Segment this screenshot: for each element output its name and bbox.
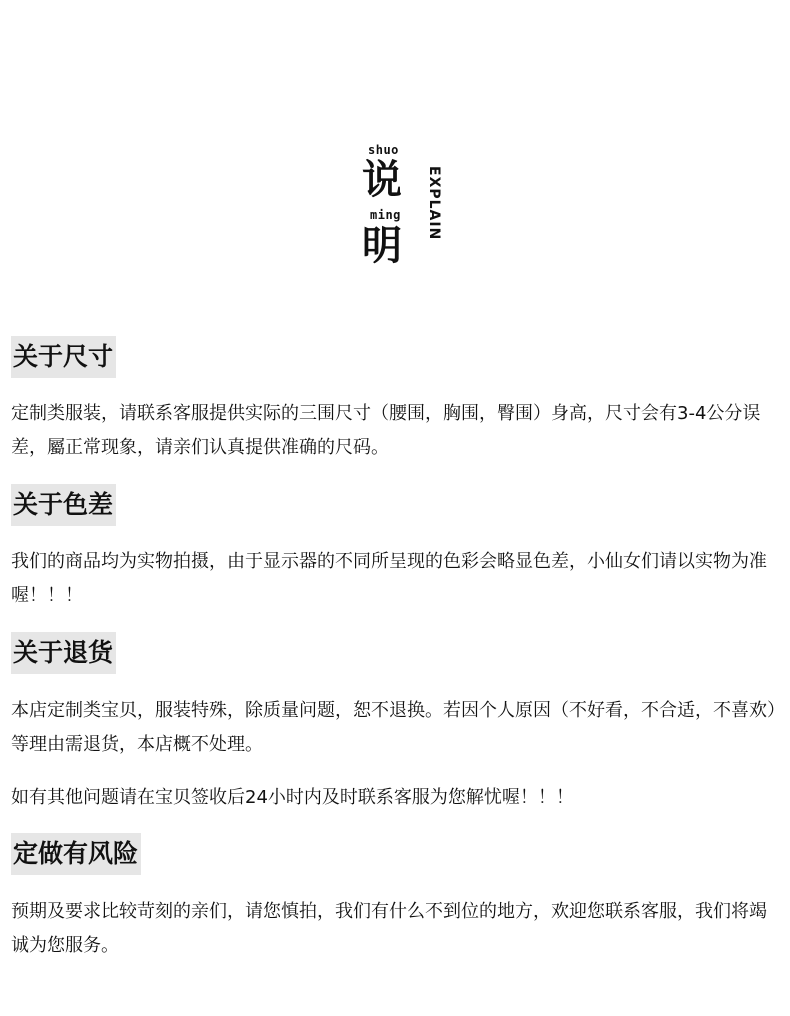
- logo-char-ming: 明: [362, 222, 402, 269]
- section-size-paragraph: 定制类服装，请联系客服提供实际的三围尺寸（腰围，胸围，臀围）身高，尺寸会有3-4公分误差，屬正常现象，请亲们认真提供准确的尺码。: [11, 403, 761, 458]
- explain-logo: [356, 140, 446, 280]
- section-returns-paragraph: 本店定制类宝贝，服装特殊，除质量问题，恕不退换。若因个人原因（不好看，不合适，不喜欢）等理由需退货，本店概不处理。: [11, 700, 776, 755]
- section-title-returns: 关于退货: [11, 632, 116, 674]
- logo-pinyin-ming: ming: [370, 208, 401, 222]
- section-title-custom-risk: 定做有风险: [11, 833, 141, 875]
- section-title-color: 关于色差: [11, 484, 116, 526]
- logo-explain-text: EXPLAIN: [426, 166, 442, 241]
- section-color-paragraph: 我们的商品均为实物拍摄，由于显示器的不同所呈现的色彩会略显色差，小仙女们请以实物为准喔！！！: [11, 551, 767, 606]
- section-title-size: 关于尺寸: [11, 336, 116, 378]
- section-custom-risk-paragraph: 预期及要求比较苛刻的亲们，请您慎拍，我们有什么不到位的地方，欢迎您联系客服，我们将竭诚为您服务。: [11, 901, 767, 956]
- section-returns-contact-paragraph: 如有其他问题请在宝贝签收后24小时内及时联系客服为您解忧喔！！！: [11, 787, 574, 808]
- logo-char-shuo: 说: [362, 156, 402, 203]
- logo-pinyin-shuo: shuo: [368, 143, 399, 157]
